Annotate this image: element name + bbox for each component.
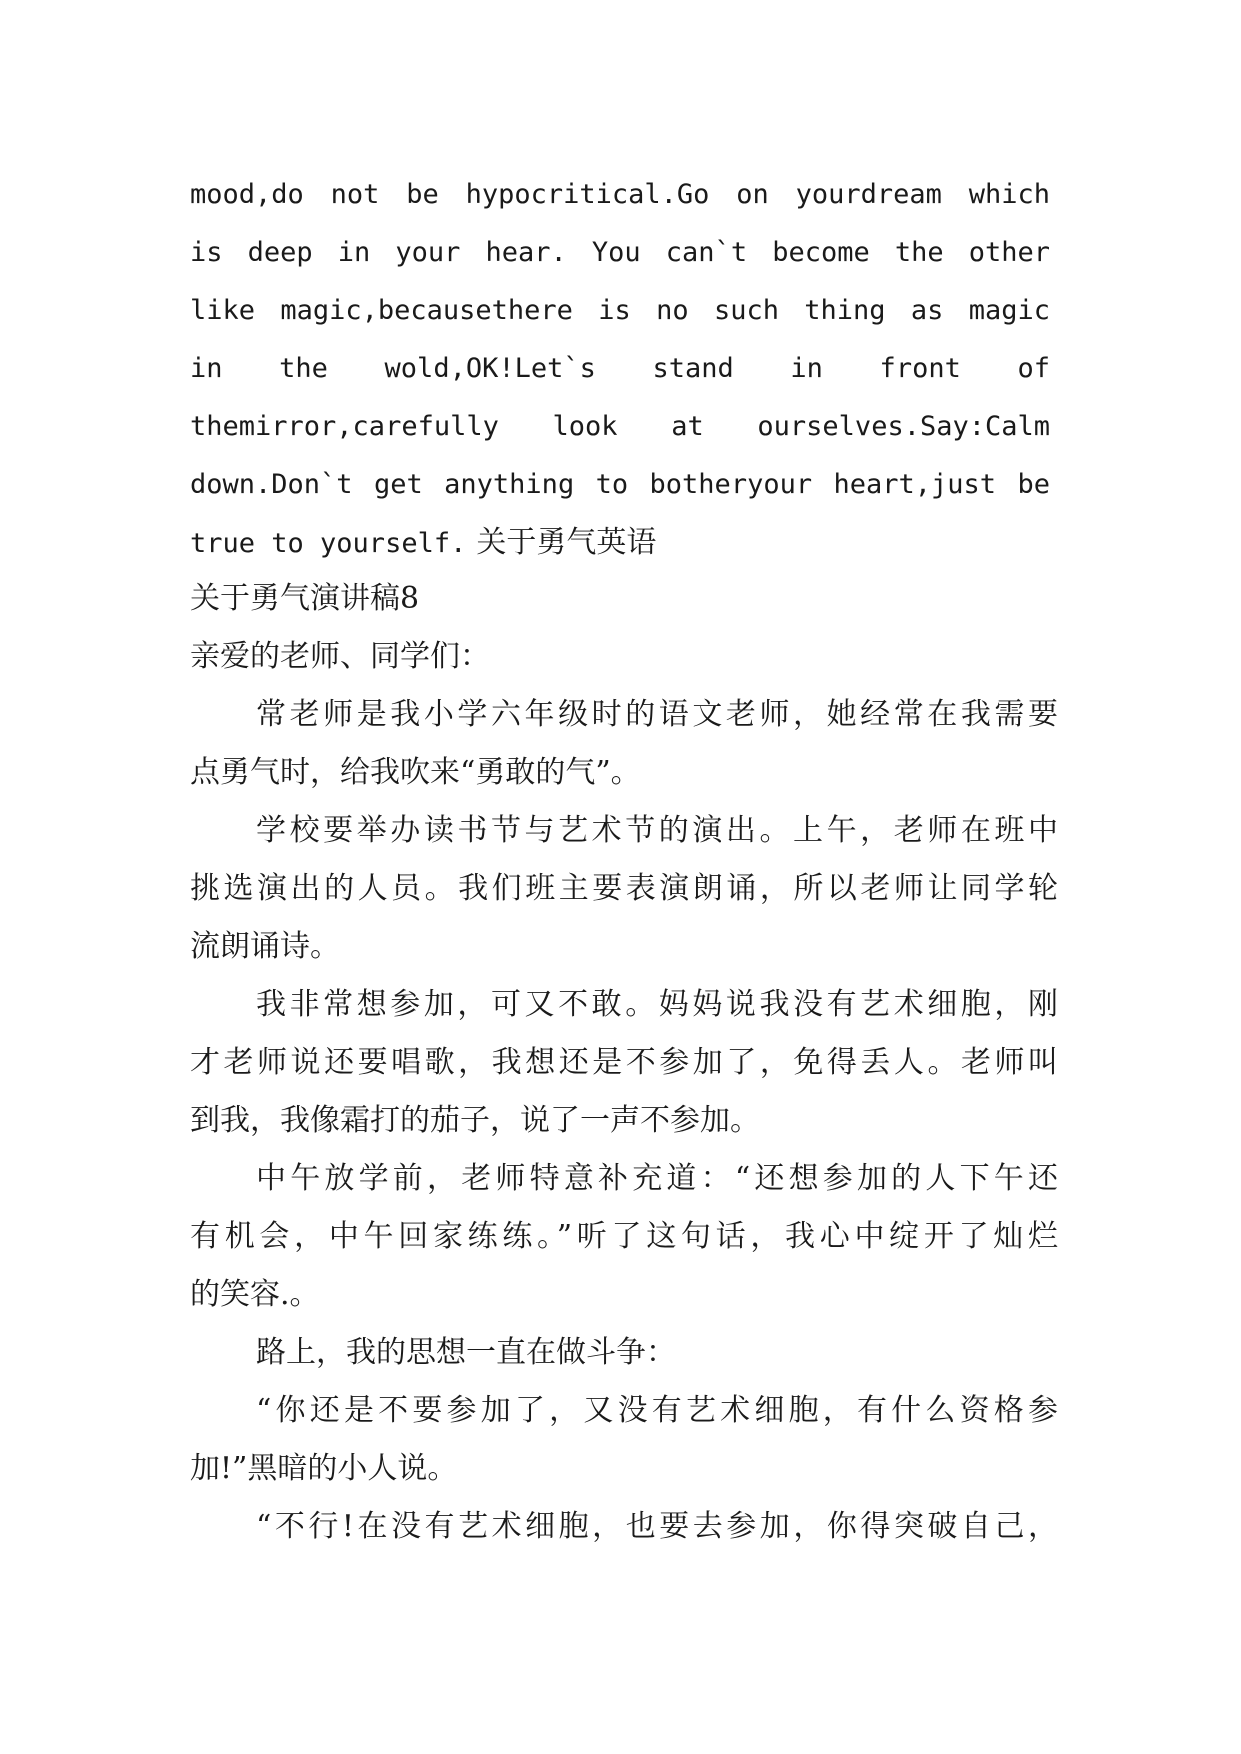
text-line: mood,do not be hypocritical.Go on yourdream which xyxy=(190,179,1050,210)
paragraph-line: 的笑容.。 xyxy=(190,1277,320,1312)
paragraph-line: 我非常想参加，可又不敢。妈妈说我没有艺术细胞，刚 xyxy=(256,987,1058,1022)
paragraph-line: 才老师说还要唱歌，我想还是不参加了，免得丢人。老师叫 xyxy=(190,1045,1058,1080)
text-line: like magic,becausethere is no such thing as magic xyxy=(190,295,1050,326)
paragraph-line: “不行!在没有艺术细胞，也要去参加，你得突破自己， xyxy=(256,1509,1058,1544)
paragraph-line: 有机会，中午回家练练。”听了这句话，我心中绽开了灿烂 xyxy=(190,1219,1058,1254)
section-heading: 关于勇气演讲稿8 xyxy=(190,581,420,616)
paragraph-line: 流朗诵诗。 xyxy=(190,929,340,964)
paragraph-line: 学校要举办读书节与艺术节的演出。上午，老师在班中 xyxy=(256,813,1058,848)
text-line: down.Don`t get anything to botheryour heart,just be xyxy=(190,469,1050,500)
english-last-text: true to yourself. xyxy=(190,528,467,559)
text-line: themirror,carefully look at ourselves.Say:Calm xyxy=(190,411,1050,442)
paragraph-line: 加!”黑暗的小人说。 xyxy=(190,1451,458,1486)
paragraph-line: 中午放学前，老师特意补充道：“还想参加的人下午还 xyxy=(256,1161,1058,1196)
chinese-article xyxy=(190,570,1058,1556)
salutation: 亲爱的老师、同学们： xyxy=(190,639,490,674)
text-line-last xyxy=(190,514,1050,572)
paragraph-line: 路上，我的思想一直在做斗争： xyxy=(256,1335,676,1370)
english-paragraph xyxy=(190,166,1050,572)
paragraph-line: 常老师是我小学六年级时的语文老师，她经常在我需要 xyxy=(256,697,1058,732)
text-line: in the wold,OK!Let`s stand in front of xyxy=(190,353,1050,384)
text-line: is deep in your hear. You can`t become the other xyxy=(190,237,1050,268)
paragraph-line: 到我，我像霜打的茄子，说了一声不参加。 xyxy=(190,1103,760,1138)
paragraph-line: “你还是不要参加了，又没有艺术细胞，有什么资格参 xyxy=(256,1393,1058,1428)
paragraph-line: 点勇气时，给我吹来“勇敢的气”。 xyxy=(190,755,641,790)
trailing-chinese-title: 关于勇气英语 xyxy=(476,525,657,560)
paragraph-line: 挑选演出的人员。我们班主要表演朗诵，所以老师让同学轮 xyxy=(190,871,1058,906)
